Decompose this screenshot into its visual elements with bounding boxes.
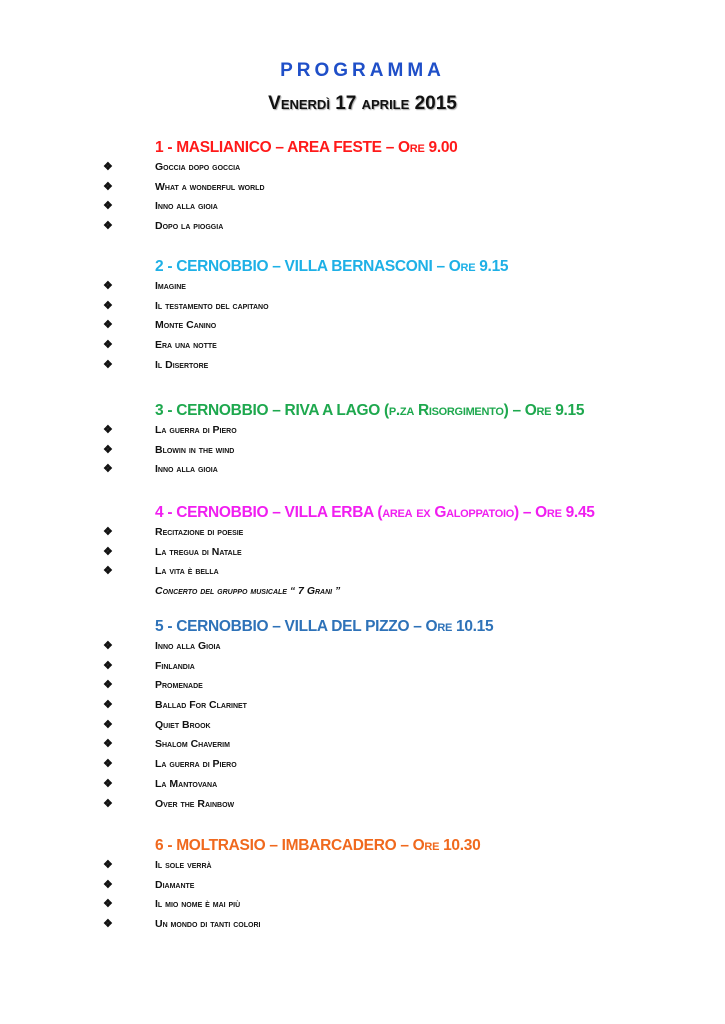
bullet-diamond-icon: ❖: [103, 640, 113, 652]
song-title: Blowin in the wind: [155, 443, 235, 456]
bullet-diamond-icon: ❖: [103, 758, 113, 771]
bullet-diamond-icon: ❖: [103, 797, 113, 810]
concert-note: Concerto del gruppo musicale “ 7 Grani ”: [155, 585, 341, 598]
section-heading: 2 - CERNOBBIO – VILLA BERNASCONI – Ore 9.15: [155, 258, 509, 275]
song-title: La Mantovana: [155, 777, 218, 790]
bullet-diamond-icon: ❖: [103, 777, 113, 790]
song-title: La tregua di Natale: [155, 545, 242, 558]
bullet-diamond-icon: ❖: [103, 180, 113, 193]
song-title: Monte Canino: [155, 319, 217, 332]
bullet-diamond-icon: ❖: [103, 463, 113, 476]
page-title: PROGRAMMA: [280, 60, 445, 81]
bullet-diamond-icon: ❖: [103, 738, 113, 751]
bullet-diamond-icon: ❖: [103, 443, 113, 456]
bullet-diamond-icon: ❖: [103, 424, 113, 436]
bullet-diamond-icon: ❖: [103, 898, 113, 911]
song-title: La guerra di Piero: [155, 758, 237, 771]
song-title: Promenade: [155, 679, 203, 692]
song-title: Il sole verrà: [155, 859, 212, 871]
song-title: Shalom Chaverim: [155, 738, 230, 751]
section-heading: 5 - CERNOBBIO – VILLA DEL PIZZO – Ore 10.15: [155, 618, 494, 635]
section-heading: 6 - MOLTRASIO – IMBARCADERO – Ore 10.30: [155, 837, 481, 854]
song-title: Quiet Brook: [155, 718, 211, 731]
song-title: Ballad For Clarinet: [155, 699, 247, 712]
section-heading: 1 - MASLIANICO – AREA FESTE – Ore 9.00: [155, 139, 458, 156]
section-heading: 4 - CERNOBBIO – VILLA ERBA (area ex Galoppatoio) – Ore 9.45: [155, 504, 595, 521]
bullet-diamond-icon: ❖: [103, 200, 113, 213]
section-heading: 3 - CERNOBBIO – RIVA A LAGO (p.za Risorgimento) – Ore 9.15: [155, 402, 585, 419]
song-title: What a wonderful world: [155, 180, 265, 193]
bullet-diamond-icon: ❖: [103, 526, 113, 538]
bullet-diamond-icon: ❖: [103, 339, 113, 352]
song-title: Inno alla gioia: [155, 200, 218, 213]
bullet-diamond-icon: ❖: [103, 859, 113, 871]
song-title: Il Disertore: [155, 358, 209, 371]
bullet-diamond-icon: ❖: [103, 161, 113, 173]
page-subtitle-date: Venerdì 17 aprile 2015: [268, 93, 457, 114]
bullet-diamond-icon: ❖: [103, 358, 113, 371]
song-title: La guerra di Piero: [155, 424, 237, 436]
song-title: Finlandia: [155, 659, 195, 672]
song-title: Dopo la pioggia: [155, 220, 224, 233]
bullet-diamond-icon: ❖: [103, 280, 113, 292]
song-title: Un mondo di tanti colori: [155, 918, 261, 931]
bullet-diamond-icon: ❖: [103, 699, 113, 712]
bullet-diamond-icon: ❖: [103, 878, 113, 891]
song-title: Imagine: [155, 280, 186, 292]
bullet-diamond-icon: ❖: [103, 718, 113, 731]
bullet-diamond-icon: ❖: [103, 220, 113, 233]
song-title: Recitazione di poesie: [155, 526, 244, 538]
bullet-diamond-icon: ❖: [103, 918, 113, 931]
song-title: Il testamento del capitano: [155, 299, 269, 312]
bullet-diamond-icon: ❖: [103, 545, 113, 558]
song-title: Diamante: [155, 878, 195, 891]
song-title: Over the Rainbow: [155, 797, 235, 810]
bullet-diamond-icon: ❖: [103, 319, 113, 332]
song-title: Inno alla Gioia: [155, 640, 221, 652]
bullet-diamond-icon: ❖: [103, 565, 113, 578]
bullet-diamond-icon: ❖: [103, 659, 113, 672]
bullet-diamond-icon: ❖: [103, 299, 113, 312]
song-title: Era una notte: [155, 339, 217, 352]
song-title: La vita è bella: [155, 565, 219, 578]
bullet-diamond-icon: ❖: [103, 679, 113, 692]
song-title: Il mio nome è mai più: [155, 898, 241, 911]
song-title: Inno alla gioia: [155, 463, 218, 476]
song-title: Goccia dopo goccia: [155, 161, 241, 173]
